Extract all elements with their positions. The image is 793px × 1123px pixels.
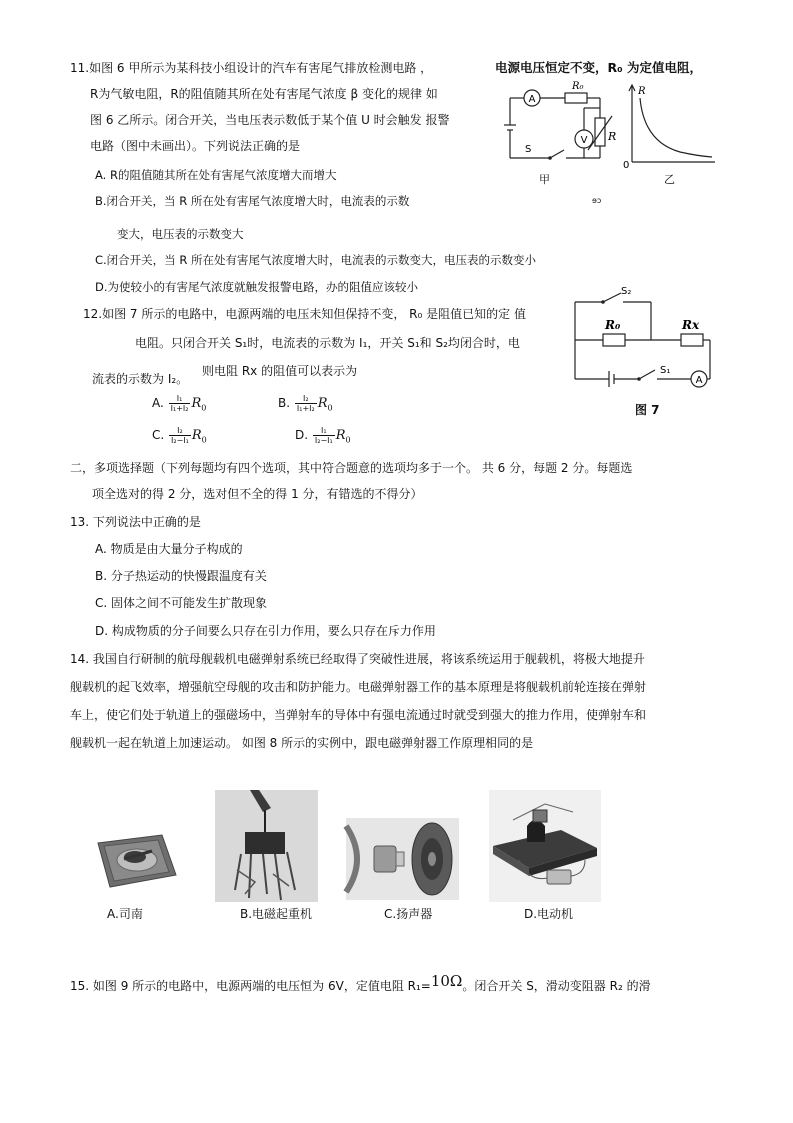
q12-line2: 电阻。只闭合开关 S₁时，电流表的示数为 I₁，开关 S₁和 S₂均闭合时，电 (135, 336, 520, 350)
section2-line2: 项全选对的得 2 分，选对但不全的得 1 分，有错选的不得分） (92, 487, 423, 501)
ammeter-label: A (528, 94, 536, 105)
electric-motor-image (489, 790, 601, 902)
q12-line3b: 则电阻 Rx 的阻值可以表示为 (202, 364, 358, 378)
image-a-caption: A.司南 (107, 907, 143, 921)
q11-line1: 11.如图 6 甲所示为某科技小组设计的汽车有害尾气排放检测电路 ， (70, 61, 433, 75)
image-c-caption: C.扬声器 (384, 907, 433, 921)
section2-line1: 二，多项选择题（下列每题均有四个选项，其中符合题意的选项均多于一个。 共 6 分，每题 2 分。每题选 (70, 461, 633, 475)
loudspeaker-image (346, 818, 459, 900)
q14-line1: 14. 我国自行研制的航母舰载机电磁弹射系统已经取得了突破性进展，将该系统运用于舰载机，将极大地提升 (70, 652, 645, 666)
q11-line2: R为气敏电阻，R的阻值随其所在处有害尾气浓度 β 变化的规律 如 (90, 87, 438, 101)
fraction: $\frac{\text{I₂}}{\text{I₂−I₁}}$ (171, 426, 189, 445)
voltmeter-label: V (580, 135, 588, 146)
figure-6-jia-label: 甲 (539, 173, 550, 186)
fig7-s1-label: S₁ (660, 365, 671, 376)
q12-option-d: D. $\frac{\text{I₁}}{\text{I₂−I₁}}$ $R_0$ (295, 426, 351, 445)
q13-option-a: A. 物质是由大量分子构成的 (95, 542, 243, 556)
sinan-compass-image (80, 815, 180, 900)
option-label: A. (152, 396, 164, 410)
figure-6-yi-label: 乙 (664, 173, 675, 186)
figure-7-caption: 图 7 (635, 403, 660, 417)
fig7-s2-label: S₂ (621, 286, 632, 297)
q12-option-b: B. $\frac{\text{I₂}}{\text{I₁+I₂}}$ $R_0$ (278, 394, 333, 413)
option-label: C. (152, 428, 165, 442)
stray-mark: ɘɔ (592, 196, 602, 205)
figure-6-circuit (500, 80, 620, 175)
q12-option-c: C. $\frac{\text{I₂}}{\text{I₂−I₁}}$ $R_0$ (152, 426, 207, 445)
q11-option-a: A. R的阻值随其所在处有害尾气浓度增大而增大 (95, 168, 337, 182)
q14-line4: 舰载机一起在轨道上加速运动。 如图 8 所示的实例中，跟电磁弹射器工作原理相同的是 (70, 736, 534, 750)
q12-line3a: 流表的示数为 I₂。 (92, 372, 189, 386)
q11-option-b-line1: B.闭合开关，当 R 所在处有害尾气浓度增大时，电流表的示数 (95, 194, 410, 208)
q15-line1 (70, 972, 651, 994)
q13-option-d: D. 构成物质的分子间要么只存在引力作用，要么只存在斥力作用 (95, 624, 436, 638)
r0-label: R₀ (572, 81, 584, 92)
q11-side-note: 电源电压恒定不变，R₀ 为定值电阻， (495, 60, 702, 75)
q15-resistance-value: 10Ω (430, 972, 463, 990)
fraction: $\frac{\text{I₂}}{\text{I₁+I₂}}$ (296, 394, 315, 413)
switch-label: S (525, 144, 532, 155)
q14-line3: 车上，使它们处于轨道上的强磁场中，当弹射车的导体中有强电流通过时就受到强大的推力作用，使弹射车和 (70, 708, 647, 722)
q15-text-a: 15. 如图 9 所示的电路中，电源两端的电压恒为 6V，定值电阻 R₁= (70, 979, 431, 993)
q13-option-b: B. 分子热运动的快慢跟温度有关 (95, 569, 267, 583)
r-label: R (608, 130, 617, 143)
q13-option-c: C. 固体之间不可能发生扩散现象 (95, 596, 268, 610)
q11-option-c: C.闭合开关，当 R 所在处有害尾气浓度增大时，电流表的示数变大，电压表的示数变小 (95, 253, 536, 267)
fig7-r0-label: R₀ (605, 318, 621, 332)
q12-option-a: A. $\frac{\text{I₁}}{\text{I₁+I₂}}$ $R_0$ (152, 394, 207, 413)
q12-line1: 12.如图 7 所示的电路中，电源两端的电压未知但保持不变， R₀ 是阻值已知的定 值 (83, 307, 526, 321)
electromagnetic-crane-image (215, 790, 318, 902)
graph-origin-label: 0 (623, 160, 630, 171)
fraction: $\frac{\text{I₁}}{\text{I₁+I₂}}$ (170, 394, 189, 413)
q14-line2: 舰载机的起飞效率，增强航空母舰的攻击和防护能力。电磁弹射器工作的基本原理是将舰载机前轮连接在弹射 (70, 680, 647, 694)
fraction: $\frac{\text{I₁}}{\text{I₂−I₁}}$ (314, 426, 333, 445)
option-label: D. (295, 428, 309, 442)
q11-option-b-line2: 变大，电压表的示数变大 (117, 227, 244, 241)
graph-axis-r-label: R (638, 86, 646, 97)
q11-line4: 电路（图中未画出）。下列说法正确的是 (90, 139, 301, 153)
q11-line3: 图 6 乙所示。闭合开关，当电压表示数低于某个值 U 时会触发 报警 (90, 113, 450, 127)
figure-6-graph (620, 80, 720, 170)
q11-option-d: D.为使较小的有害尾气浓度就触发报警电路，办的阻值应该较小 (95, 280, 419, 294)
q13-stem: 13. 下列说法中正确的是 (70, 515, 201, 529)
image-b-caption: B.电磁起重机 (240, 907, 313, 921)
figure-7-circuit (565, 282, 715, 392)
image-d-caption: D.电动机 (524, 907, 574, 921)
fig7-rx-label: Rx (682, 318, 700, 332)
q15-text-b: 。闭合开关 S，滑动变阻器 R₂ 的滑 (462, 979, 651, 993)
option-label: B. (278, 396, 291, 410)
fig7-ammeter-label: A (695, 375, 703, 386)
